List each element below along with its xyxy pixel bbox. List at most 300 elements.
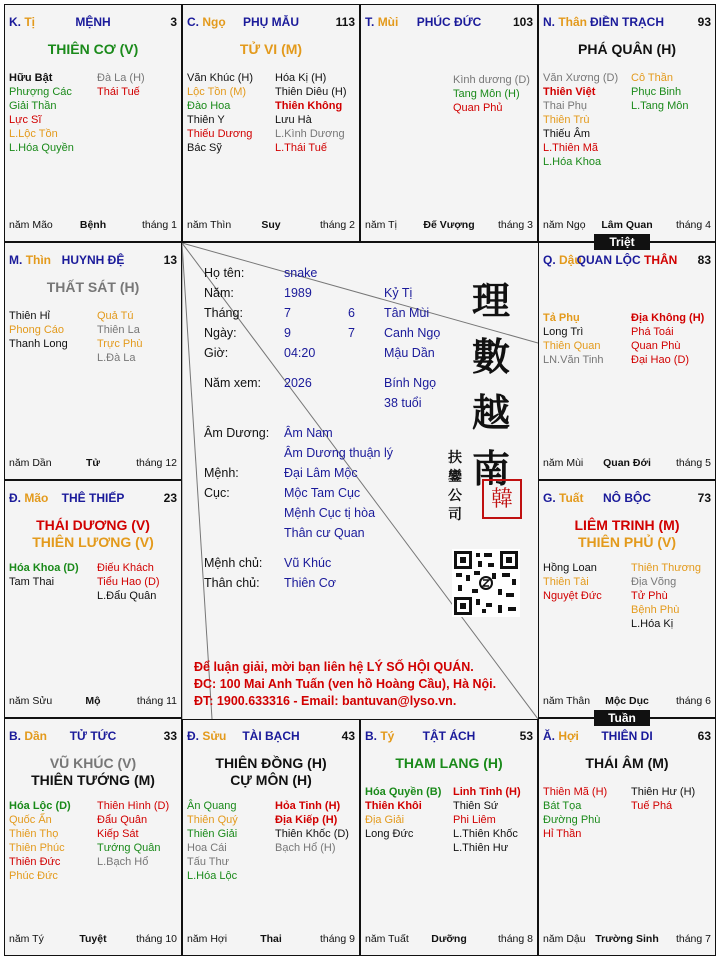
minor-star: Thiên Hỉ: [9, 310, 50, 322]
minor-star: Tả Phụ: [543, 312, 580, 324]
palace-name: [365, 729, 533, 743]
minor-star: Thai Phụ: [543, 100, 588, 112]
ho-ten-label: Họ tên:: [204, 266, 245, 280]
palace-stage: Trường Sinh: [595, 933, 659, 945]
palace-footer: [9, 457, 177, 471]
palace-footer: [9, 219, 177, 233]
palace-thiendi[interactable]: [538, 718, 716, 956]
palace-quanloc[interactable]: [538, 242, 716, 480]
palace-month: tháng 6: [675, 695, 711, 707]
palace-name: [543, 729, 711, 743]
minor-stars-left: [543, 561, 602, 603]
palace-number: 33: [163, 729, 177, 743]
major-star: THIÊN LƯƠNG (V): [32, 534, 154, 550]
palace-header: [543, 491, 711, 509]
nam-label: Năm:: [204, 286, 234, 300]
palace-huynhde[interactable]: [4, 242, 182, 480]
minor-stars-left: [9, 561, 79, 589]
minor-star: Hữu Bật: [9, 72, 53, 84]
palace-tatach[interactable]: [360, 718, 538, 956]
minor-star: Thiên Diêu (H): [275, 86, 347, 98]
minor-stars-left: [9, 799, 71, 883]
minor-star: Đà La (H): [97, 72, 145, 84]
palace-number: 83: [697, 253, 711, 267]
menh-chu-label: Mệnh chủ:: [204, 556, 263, 570]
minor-star: Thiên Khốc (D): [275, 828, 349, 840]
palace-stage: Dưỡng: [431, 933, 467, 945]
major-star: THAM LANG (H): [395, 755, 503, 771]
palace-title: MỆNH: [75, 15, 111, 29]
branch-name: Mùi: [377, 15, 399, 29]
minor-stars-left: [9, 309, 68, 351]
branch-name: Hợi: [558, 729, 579, 743]
minor-star: Thiếu Dương: [187, 128, 253, 140]
minor-star: Thiên Hình (D): [97, 800, 170, 812]
palace-stage: Suy: [261, 219, 281, 231]
branch-name: Dần: [24, 729, 48, 743]
minor-star: Thái Tuế: [97, 86, 140, 98]
minor-star: Hỉ Thần: [543, 828, 582, 840]
palace-name: [187, 729, 355, 743]
major-star: THIÊN TƯỚNG (M): [31, 772, 155, 788]
than-chu-label: Thân chủ:: [204, 576, 260, 590]
palace-month: tháng 10: [136, 933, 177, 945]
qr-code-icon[interactable]: [452, 549, 520, 617]
minor-star: Hồng Loan: [543, 562, 597, 574]
nam-xem-value: 2026: [284, 376, 312, 390]
minor-star: Phong Cáo: [9, 324, 65, 336]
palace-thethiep[interactable]: [4, 480, 182, 718]
palace-number: 113: [335, 15, 355, 29]
palace-name: [543, 491, 711, 505]
palace-title: PHỤ MẪU: [243, 15, 299, 29]
palace-number: 103: [512, 15, 533, 29]
palace-tutuc[interactable]: [4, 718, 182, 956]
am-duong-ly: Âm Dương thuận lý: [284, 446, 393, 460]
minor-star: Bát Tọa: [543, 800, 582, 812]
minor-star: Tấu Thư: [187, 856, 230, 868]
palace-title: NÔ BỘC: [603, 491, 651, 505]
stem-code: C.: [187, 15, 199, 29]
minor-star: L.Hóa Kị: [631, 618, 674, 630]
palace-stage: Thai: [260, 933, 282, 945]
minor-star: Hóa Kị (H): [275, 72, 327, 84]
minor-star: Lộc Tồn (M): [187, 86, 247, 98]
palace-header: [9, 729, 177, 747]
palace-name: [543, 253, 711, 267]
minor-star: Địa Võng: [631, 576, 677, 588]
stem-code: Ă.: [543, 729, 555, 743]
palace-header: [543, 15, 711, 33]
minor-star: Phi Liêm: [453, 814, 496, 826]
minor-star: Điếu Khách: [97, 562, 154, 574]
major-star: CỰ MÔN (H): [230, 772, 312, 788]
major-star: THIÊN PHỦ (V): [578, 534, 676, 550]
stem-code: B.: [9, 729, 21, 743]
minor-stars-left: [365, 785, 441, 841]
palace-number: 73: [697, 491, 711, 505]
major-star: THÁI DƯƠNG (V): [36, 517, 150, 533]
palace-month: tháng 9: [319, 933, 355, 945]
minor-star: Tam Thai: [9, 576, 55, 588]
minor-star: L.Đẩu Quân: [97, 590, 157, 602]
thang-can-chi: Tân Mùi: [384, 306, 430, 320]
minor-star: Văn Khúc (H): [187, 72, 254, 84]
major-star: PHÁ QUÂN (H): [578, 41, 676, 57]
contact-line-phone-email[interactable]: ĐT: 1900.633316 - Email: bantuvan@lyso.vn.: [194, 694, 457, 708]
palace-name: [9, 15, 177, 29]
thang-am: 6: [348, 306, 355, 320]
ngay-duong: 9: [284, 326, 291, 340]
gio-value: 04:20: [284, 346, 316, 360]
palace-phumau[interactable]: [182, 4, 360, 242]
palace-header: [9, 253, 177, 271]
triet-marker: Triệt: [594, 234, 650, 250]
minor-star: Thiên Y: [187, 114, 225, 126]
minor-star: Đại Hao (D): [631, 354, 690, 366]
palace-year: năm Hợi: [187, 933, 228, 945]
minor-stars-right: [275, 799, 349, 855]
minor-stars-left: [543, 71, 618, 169]
minor-star: L.Hóa Lộc: [187, 870, 238, 882]
minor-star: Tang Môn (H): [453, 88, 520, 100]
palace-title: TỬ TỨC: [69, 729, 117, 743]
palace-title: TẬT ÁCH: [422, 729, 476, 743]
minor-star: Nguyệt Đức: [543, 590, 602, 602]
palace-header: [9, 15, 177, 33]
minor-star: Phục Binh: [631, 86, 682, 98]
palace-footer: [543, 219, 711, 233]
palace-title: HUYNH ĐỆ: [61, 253, 125, 267]
minor-star: Kình dương (D): [453, 74, 530, 86]
minor-star: Đẩu Quân: [97, 814, 148, 826]
minor-star: Thiên Sứ: [453, 800, 499, 812]
palace-header: [543, 253, 711, 271]
palace-stage: Tử: [85, 457, 101, 469]
stem-code: M.: [9, 253, 23, 267]
stem-code: K.: [9, 15, 21, 29]
palace-year: năm Mùi: [543, 457, 584, 469]
palace-number: 43: [341, 729, 355, 743]
minor-star: L.Hóa Quyền: [9, 142, 74, 154]
stem-code: Q.: [543, 253, 556, 267]
nam-can-chi: Kỷ Tị: [384, 286, 413, 300]
minor-star: Thiên Hư (H): [631, 786, 696, 798]
palace-stage: Bệnh: [79, 219, 107, 231]
palace-year: năm Tuất: [365, 933, 409, 945]
tuoi-value: 38 tuổi: [384, 396, 422, 410]
tuan-marker: Tuần: [594, 710, 650, 726]
am-duong-value: Âm Nam: [284, 426, 333, 440]
palace-footer: [365, 219, 533, 233]
palace-header: [9, 491, 177, 509]
palace-number: 53: [519, 729, 533, 743]
contact-line-address: ĐC: 100 Mai Anh Tuấn (ven hồ Hoàng Cầu), Hà Nội.: [194, 677, 497, 691]
ngay-am: 7: [348, 326, 355, 340]
minor-star: L.Kình Dương: [275, 128, 345, 140]
minor-star: Quả Tú: [97, 310, 134, 322]
contact-line-invite: Để luận giải, mời bạn liên hệ LÝ SỐ HỘI QUÁN.: [194, 660, 474, 674]
ngay-label: Ngày:: [204, 326, 237, 340]
minor-star: Thiên Khôi: [365, 800, 422, 812]
palace-stage: Lâm Quan: [601, 219, 653, 231]
nam-value: 1989: [284, 286, 312, 300]
nam-xem-can-chi: Bính Ngọ: [384, 376, 437, 390]
minor-star: Hoa Cái: [187, 842, 227, 854]
minor-star: Long Đức: [365, 828, 414, 840]
menh-label: Mệnh:: [204, 466, 239, 480]
palace-year: năm Dần: [9, 457, 52, 469]
minor-star: Phá Toái: [631, 326, 674, 338]
branch-name: Dậu: [559, 253, 582, 267]
minor-star: L.Lộc Tồn: [9, 128, 58, 140]
minor-star: Hóa Lộc (D): [9, 800, 71, 812]
palace-footer: [187, 219, 355, 233]
minor-star: Bạch Hổ (H): [275, 842, 336, 854]
major-star: THIÊN CƠ (V): [47, 41, 139, 57]
palace-year: năm Thìn: [187, 219, 232, 231]
minor-star: Ân Quang: [187, 800, 237, 812]
thang-label: Tháng:: [204, 306, 243, 320]
minor-star: Thiên Quan: [543, 340, 601, 352]
palace-stage: Tuyệt: [79, 933, 107, 945]
minor-stars-right: [631, 311, 704, 367]
major-star: THẤT SÁT (H): [46, 279, 140, 295]
than-chu-value: Thiên Cơ: [284, 576, 336, 590]
branch-name: Tý: [380, 729, 395, 743]
minor-star: Văn Xương (D): [543, 72, 619, 84]
palace-year: năm Dậu: [543, 933, 586, 945]
branch-name: Thìn: [25, 253, 52, 267]
minor-stars-left: [9, 71, 74, 155]
minor-star: Hóa Khoa (D): [9, 562, 79, 574]
palace-name: [365, 15, 533, 29]
menh-value: Đại Lâm Mộc: [284, 466, 358, 480]
minor-star: Kiếp Sát: [97, 828, 139, 840]
minor-star: Thiên Phúc: [9, 842, 65, 854]
palace-year: năm Tị: [365, 219, 397, 231]
palace-year: năm Ngọ: [543, 219, 586, 231]
minor-star: Giải Thần: [9, 100, 57, 112]
palace-stage: Mộ: [85, 695, 101, 707]
minor-star: L.Thiên Mã: [543, 142, 599, 154]
palace-month: tháng 5: [675, 457, 711, 469]
minor-star: Thiên Thọ: [9, 828, 59, 840]
stem-code: N.: [543, 15, 555, 29]
palace-number: 23: [163, 491, 177, 505]
palace-phucduc[interactable]: [360, 4, 538, 242]
minor-star: L.Thái Tuế: [275, 142, 327, 154]
minor-stars-right: [631, 785, 695, 813]
minor-star: Tiểu Hao (D): [97, 576, 160, 588]
minor-star: Quốc Ấn: [9, 814, 52, 826]
palace-footer: [187, 933, 355, 947]
palace-footer: [543, 457, 711, 471]
palace-stage: Đế Vượng: [423, 219, 475, 231]
minor-star: Linh Tinh (H): [453, 786, 521, 798]
center-info-panel: [182, 242, 538, 720]
minor-star: Hóa Quyền (B): [365, 786, 442, 798]
branch-name: Sửu: [202, 729, 227, 743]
minor-star: Quan Phù: [631, 340, 681, 352]
minor-star: L.Thiên Hư: [453, 842, 509, 854]
am-duong-label: Âm Dương:: [204, 426, 270, 440]
minor-star: Thiên Mã (H): [543, 786, 608, 798]
palace-footer: [9, 695, 177, 709]
major-star: LIÊM TRINH (M): [574, 517, 680, 533]
ho-ten-value: snake: [284, 266, 318, 280]
major-star: VŨ KHÚC (V): [49, 755, 137, 771]
than-tag: THÂN: [644, 253, 678, 267]
logo-calligraphy: 理數越南: [472, 278, 511, 491]
stem-code: G.: [543, 491, 556, 505]
stem-code: Đ.: [9, 491, 21, 505]
palace-title: THÊ THIẾP: [61, 491, 125, 505]
palace-footer: [9, 933, 177, 947]
stem-code: T.: [365, 15, 375, 29]
minor-star: Thiên Đức: [9, 856, 61, 868]
palace-month: tháng 2: [319, 219, 355, 231]
minor-star: Thiên Trù: [543, 114, 590, 126]
palace-month: tháng 12: [136, 457, 177, 469]
minor-star: Thiên Không: [275, 100, 343, 112]
minor-star: L.Thiên Khốc: [453, 828, 518, 840]
minor-star: L.Tang Môn: [631, 100, 689, 112]
ngay-can-chi: Canh Ngọ: [384, 326, 441, 340]
minor-star: Thanh Long: [9, 338, 68, 350]
minor-star: L.Bạch Hổ: [97, 856, 149, 868]
minor-star: Địa Giải: [365, 814, 405, 826]
minor-star: Trực Phù: [97, 338, 143, 350]
minor-star: Địa Không (H): [631, 312, 705, 324]
palace-title: QUAN LỘC: [576, 253, 641, 267]
minor-star: Lưu Hà: [275, 114, 312, 126]
branch-name: Tuất: [559, 491, 584, 505]
major-star: THÁI ÂM (M): [585, 755, 669, 771]
branch-name: Mão: [24, 491, 49, 505]
logo-seal: 韓: [482, 479, 522, 519]
contact-block: [194, 659, 496, 710]
logo-side-text: 扶鑾公司: [448, 450, 462, 523]
minor-star: Phúc Đức: [9, 870, 58, 882]
palace-header: [187, 15, 355, 33]
minor-stars-left: [543, 785, 607, 841]
minor-stars-left: [543, 311, 604, 367]
gio-label: Giờ:: [204, 346, 229, 360]
palace-footer: [543, 695, 711, 709]
minor-star: Tuế Phá: [631, 800, 673, 812]
minor-star: Đường Phù: [543, 814, 601, 826]
stem-code: Đ.: [187, 729, 199, 743]
palace-title: TÀI BẠCH: [242, 729, 300, 743]
palace-footer: [365, 933, 533, 947]
palace-month: tháng 4: [675, 219, 711, 231]
palace-year: năm Sửu: [9, 695, 53, 707]
minor-star: Thiên Thương: [631, 562, 702, 574]
minor-stars-right: [97, 309, 142, 365]
thang-duong: 7: [284, 306, 291, 320]
palace-number: 93: [697, 15, 711, 29]
minor-star: Thiếu Âm: [543, 128, 591, 140]
minor-star: Lực Sĩ: [9, 114, 42, 126]
palace-month: tháng 11: [136, 695, 177, 707]
palace-title: THIÊN DI: [601, 729, 653, 743]
palace-menh[interactable]: [4, 4, 182, 242]
palace-dientrach[interactable]: [538, 4, 716, 242]
minor-stars-right: [453, 785, 521, 855]
minor-stars-right: [275, 71, 347, 155]
palace-number: 63: [697, 729, 711, 743]
palace-month: tháng 7: [675, 933, 711, 945]
minor-stars-left: [187, 799, 238, 883]
palace-name: [9, 253, 177, 267]
minor-star: Bệnh Phù: [631, 604, 680, 616]
major-star: TỬ VI (M): [239, 41, 303, 57]
palace-number: 3: [170, 15, 177, 29]
minor-star: Tướng Quân: [97, 842, 161, 854]
minor-star: Phượng Các: [9, 86, 72, 98]
stem-code: B.: [365, 729, 377, 743]
minor-star: LN.Văn Tinh: [543, 354, 604, 366]
minor-star: Long Trì: [543, 326, 584, 338]
palace-month: tháng 1: [141, 219, 177, 231]
palace-name: [543, 15, 711, 29]
palace-title: PHÚC ĐỨC: [416, 15, 482, 29]
minor-star: Thiên Tài: [543, 576, 589, 588]
palace-taibach[interactable]: [182, 718, 360, 956]
minor-star: Cô Thần: [631, 72, 673, 84]
palace-year: năm Thân: [543, 695, 591, 707]
minor-star: Thiên Việt: [543, 86, 596, 98]
minor-stars-right: [631, 71, 688, 113]
minor-stars-right: [453, 73, 530, 115]
palace-year: năm Mão: [9, 219, 53, 231]
branch-name: Thân: [558, 15, 588, 29]
minor-stars-right: [97, 561, 160, 603]
palace-number: 13: [163, 253, 177, 267]
minor-star: L.Hóa Khoa: [543, 156, 602, 168]
menh-chu-value: Vũ Khúc: [284, 556, 332, 570]
minor-star: Hỏa Tinh (H): [275, 800, 341, 812]
minor-star: Tử Phù: [631, 590, 668, 602]
minor-stars-right: [97, 799, 169, 869]
minor-star: Thiên Quý: [187, 814, 238, 826]
minor-star: Thiên La: [97, 324, 140, 336]
palace-title: ĐIỀN TRẠCH: [590, 15, 664, 29]
cuc-relation: Mệnh Cục tị hòa: [284, 506, 376, 520]
minor-stars-right: [97, 71, 145, 99]
minor-stars-left: [187, 71, 253, 155]
palace-month: tháng 8: [497, 933, 533, 945]
branch-name: Tị: [24, 15, 36, 29]
minor-star: Thiên Giải: [187, 828, 238, 840]
than-cu: Thân cư Quan: [284, 526, 365, 540]
palace-footer: [543, 933, 711, 947]
minor-star: L.Đà La: [97, 352, 136, 364]
palace-name: [187, 15, 355, 29]
palace-year: năm Tý: [9, 933, 44, 945]
palace-header: [187, 729, 355, 747]
palace-noboc[interactable]: [538, 480, 716, 718]
palace-header: [365, 729, 533, 747]
minor-stars-right: [631, 561, 701, 631]
palace-header: [543, 729, 711, 747]
major-star: THIÊN ĐỒNG (H): [215, 755, 327, 771]
cuc-value: Mộc Tam Cục: [284, 486, 361, 500]
nam-xem-label: Năm xem:: [204, 376, 261, 390]
minor-star: Quan Phủ: [453, 102, 503, 114]
palace-stage: Quan Đới: [603, 457, 651, 469]
